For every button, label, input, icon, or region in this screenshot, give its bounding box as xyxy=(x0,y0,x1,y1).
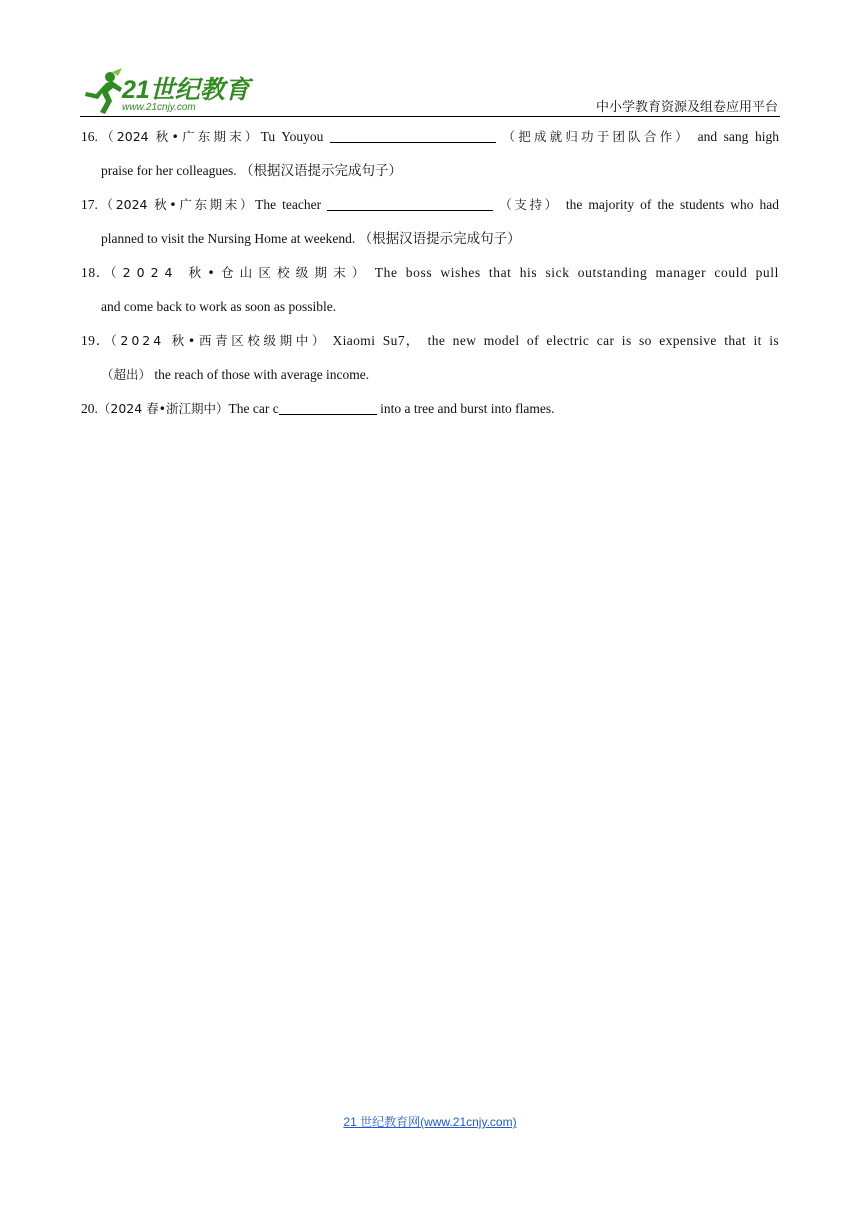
question-text: Tu Youyou xyxy=(260,129,324,144)
question-text: and sang high xyxy=(697,129,780,144)
question-number: 19． xyxy=(81,333,111,348)
question-list xyxy=(81,120,779,426)
question-source: （2024 秋•仓山区校级期末） xyxy=(110,265,371,280)
question-number: 17. xyxy=(81,197,98,212)
site-logo[interactable] xyxy=(80,68,250,116)
question-line xyxy=(81,324,779,358)
question-17 xyxy=(81,188,779,256)
footer-link[interactable]: 21 世纪教育网(www.21cnjy.com) xyxy=(343,1115,517,1129)
question-continuation: and come back to work as soon as possible. xyxy=(101,299,337,314)
page-footer xyxy=(0,1113,860,1130)
question-line xyxy=(81,188,779,222)
question-source: （2024 秋•广东期末） xyxy=(97,197,256,212)
answer-blank[interactable] xyxy=(327,196,493,211)
question-16 xyxy=(81,120,779,188)
answer-blank[interactable] xyxy=(330,128,496,143)
question-text: The car c xyxy=(228,401,279,416)
question-hint: （把成就归功于团队合作） xyxy=(502,129,692,144)
page-header xyxy=(80,64,780,118)
question-text: the majority of the students who had xyxy=(565,197,780,212)
runner-icon xyxy=(80,68,124,116)
question-continuation: praise for her colleagues. （根据汉语提示完成句子） xyxy=(101,163,403,178)
question-19 xyxy=(81,324,779,392)
question-number: 16. xyxy=(81,129,98,144)
header-divider xyxy=(80,116,780,117)
platform-title: 中小学教育资源及组卷应用平台 xyxy=(595,100,778,115)
question-source: （2024 秋•广东期末） xyxy=(97,129,261,144)
answer-blank[interactable] xyxy=(279,400,377,415)
logo-text: 21世纪教育 xyxy=(122,76,250,104)
logo-url: www.21cnjy.com xyxy=(122,102,196,113)
question-line xyxy=(81,120,779,154)
question-continuation xyxy=(81,358,779,392)
question-line xyxy=(81,256,779,290)
question-18 xyxy=(81,256,779,324)
question-hint: （支持） xyxy=(499,197,560,212)
question-line xyxy=(81,392,779,426)
question-text: the reach of those with average income. xyxy=(154,367,370,382)
question-source: （2024 春•浙江期中） xyxy=(97,401,229,416)
question-text: Xiaomi Su7， the new model of electric car is so expensive that it is xyxy=(332,333,780,348)
question-source: （2024 秋•西青区校级期中） xyxy=(110,333,329,348)
question-number: 20. xyxy=(81,401,98,416)
question-text: The boss wishes that his sick outstanding manager could pull xyxy=(374,265,779,280)
question-20 xyxy=(81,392,779,426)
question-text: The teacher xyxy=(255,197,322,212)
question-text: into a tree and burst into flames. xyxy=(380,401,555,416)
question-number: 18． xyxy=(81,265,111,280)
question-continuation: planned to visit the Nursing Home at weekend. （根据汉语提示完成句子） xyxy=(101,231,521,246)
question-hint: （超出） xyxy=(101,367,152,382)
